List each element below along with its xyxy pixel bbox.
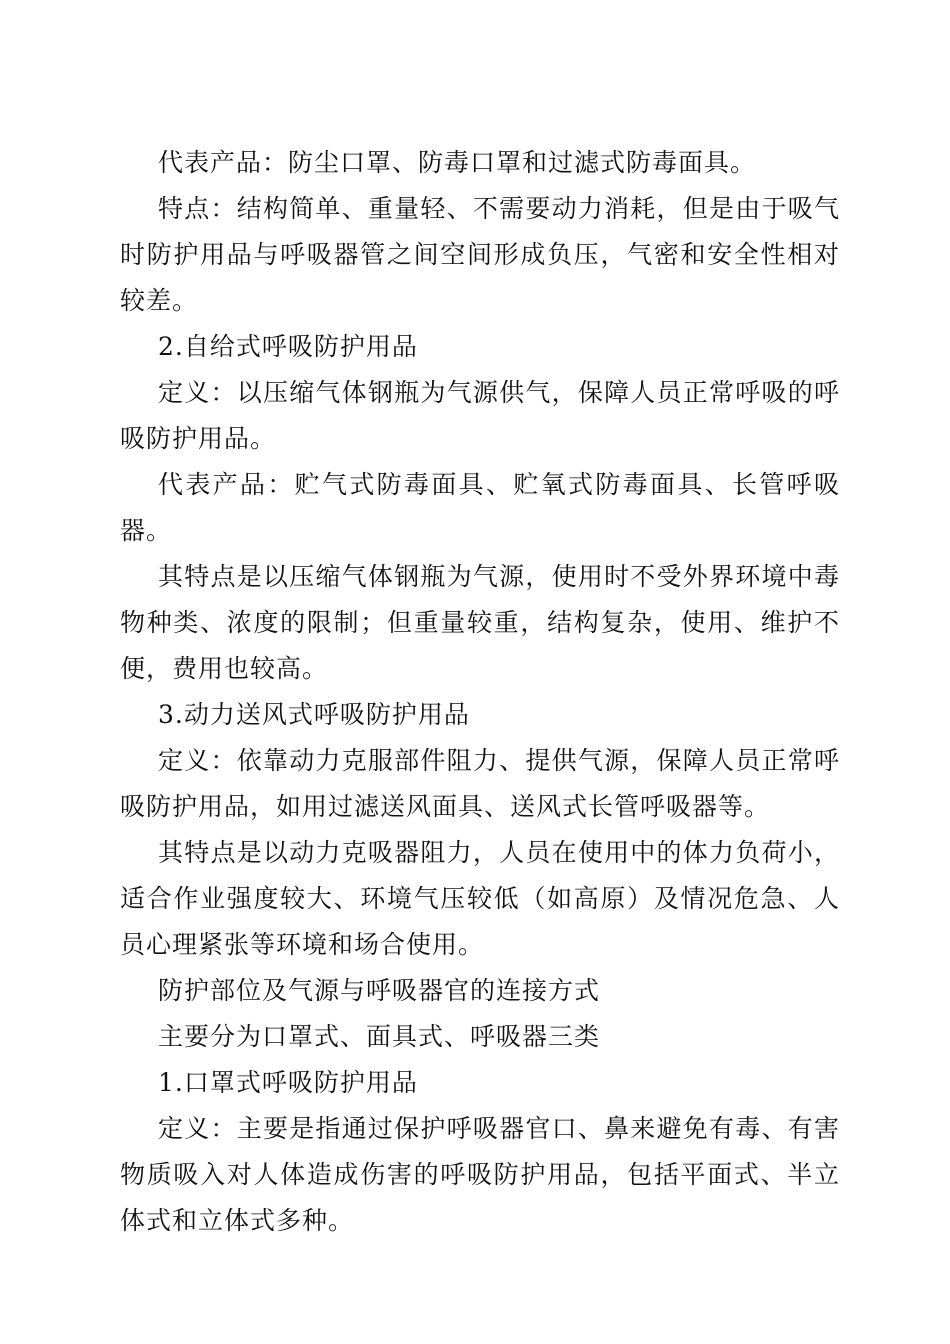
paragraph-definition-self-contained: 定义：以压缩气体钢瓶为气源供气，保障人员正常呼吸的呼吸防护用品。 (120, 378, 840, 453)
paragraph-features-filter: 特点：结构简单、重量轻、不需要动力消耗，但是由于吸气时防护用品与呼吸器管之间空间形成负压，气密和安全性相对较差。 (120, 194, 840, 315)
document-body (120, 140, 840, 1244)
heading-powered-air: 3.动力送风式呼吸防护用品 (158, 700, 470, 729)
paragraph-features-powered-air: 其特点是以动力克吸器阻力，人员在使用中的体力负荷小，适合作业强度较大、环境气压较低（如高原）及情况危急、人员心理紧张等环境和场合使用。 (120, 838, 840, 959)
heading-connection-method: 防护部位及气源与呼吸器官的连接方式 (158, 976, 601, 1005)
heading-mask-type: 1.口罩式呼吸防护用品 (158, 1068, 418, 1097)
paragraph-three-categories: 主要分为口罩式、面具式、呼吸器三类 (158, 1022, 601, 1051)
paragraph-definition-powered-air: 定义：依靠动力克服部件阻力、提供气源，保障人员正常呼吸防护用品，如用过滤送风面具、送风式长管呼吸器等。 (120, 746, 840, 821)
paragraph-features-self-contained: 其特点是以压缩气体钢瓶为气源，使用时不受外界环境中毒物种类、浓度的限制；但重量较重，结构复杂，使用、维护不便，费用也较高。 (120, 562, 840, 683)
heading-self-contained: 2.自给式呼吸防护用品 (158, 332, 418, 361)
paragraph-representative-products-filter: 代表产品：防尘口罩、防毒口罩和过滤式防毒面具。 (158, 148, 757, 177)
paragraph-definition-mask-type: 定义：主要是指通过保护呼吸器官口、鼻来避免有毒、有害物质吸入对人体造成伤害的呼吸防护用品，包括平面式、半立体式和立体式多种。 (120, 1114, 840, 1235)
paragraph-representative-products-self-contained: 代表产品：贮气式防毒面具、贮氧式防毒面具、长管呼吸器。 (120, 470, 840, 545)
